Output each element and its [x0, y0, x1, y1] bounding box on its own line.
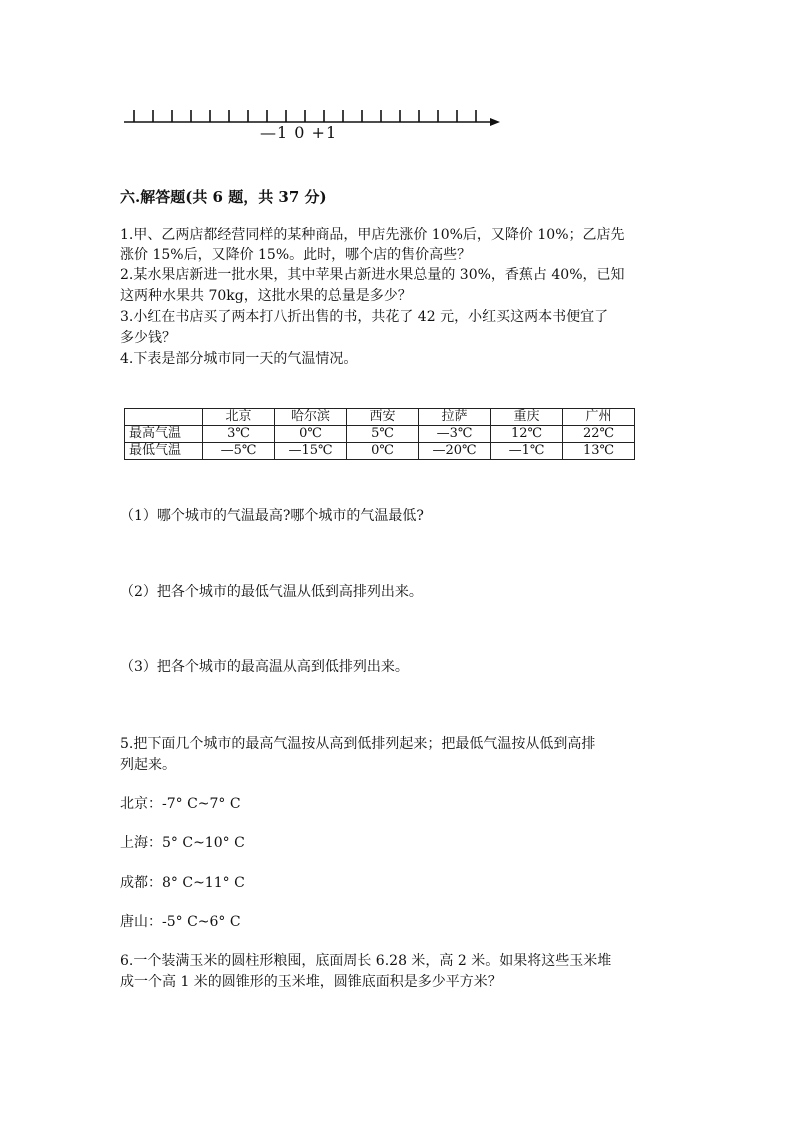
number-line-arrow [490, 118, 500, 126]
table-header-cell: 北京 [203, 409, 275, 426]
q5-city-shanghai: 上海：5° C~10° C [120, 835, 245, 851]
temperature-table [124, 408, 635, 460]
q4-subquestion-2: （2）把各个城市的最低气温从低到高排列出来。 [120, 584, 423, 600]
section-title: 六.解答题(共 6 题，共 37 分) [120, 188, 327, 206]
table-header-cell: 广州 [563, 409, 635, 426]
table-cell: 12℃ [491, 426, 563, 443]
q4-subquestion-1: （1）哪个城市的气温最高?哪个城市的气温最低? [120, 508, 424, 524]
table-cell: 0℃ [347, 443, 419, 460]
table-header-cell: 哈尔滨 [275, 409, 347, 426]
table-cell: 最低气温 [125, 443, 203, 460]
q5-city-tangshan: 唐山：-5° C~6° C [120, 914, 241, 930]
q4-intro: 4.下表是部分城市同一天的气温情况。 [120, 351, 358, 367]
q5-line-2: 列起来。 [120, 757, 176, 773]
table-cell: —1℃ [491, 443, 563, 460]
number-line-ticks [134, 110, 476, 122]
table-cell: 0℃ [275, 426, 347, 443]
table-cell: —3℃ [419, 426, 491, 443]
table-cell: —15℃ [275, 443, 347, 460]
table-cell: 13℃ [563, 443, 635, 460]
table-header-cell: 西安 [347, 409, 419, 426]
q2-line-2: 这两种水果共 70kg，这批水果的总量是多少？ [120, 288, 412, 304]
q6-line-2: 成一个高 1 米的圆锥形的玉米堆，圆锥底面积是多少平方米？ [120, 974, 502, 990]
table-cell: 3℃ [203, 426, 275, 443]
table-cell: 最高气温 [125, 426, 203, 443]
table-row [125, 443, 635, 460]
table-cell: —5℃ [203, 443, 275, 460]
table-row [125, 426, 635, 443]
table-header-cell [125, 409, 203, 426]
q4-subquestion-3: （3）把各个城市的最高温从高到低排列出来。 [120, 659, 409, 675]
q3-line-1: 3.小红在书店买了两本打八折出售的书，共花了 42 元，小红买这两本书便宜了 [120, 309, 609, 325]
q1-line-2: 涨价 15%后，又降价 15%。此时，哪个店的售价高些？ [120, 247, 472, 263]
q5-line-1: 5.把下面几个城市的最高气温按从高到低排列起来；把最低气温按从低到高排 [120, 736, 596, 752]
q6-line-1: 6.一个装满玉米的圆柱形粮囤，底面周长 6.28 米，高 2 米。如果将这些玉米堆 [120, 953, 612, 969]
q5-city-beijing: 北京：-7° C~7° C [120, 796, 241, 812]
q5-city-chengdu: 成都：8° C~11° C [120, 875, 245, 891]
q2-line-1: 2.某水果店新进一批水果，其中苹果占新进水果总量的 30%，香蕉占 40%，已知 [120, 267, 625, 283]
table-header-cell: 重庆 [491, 409, 563, 426]
q1-line-1: 1.甲、乙两店都经营同样的某种商品，甲店先涨价 10%后，又降价 10%；乙店先 [120, 227, 625, 243]
table-header-cell: 拉萨 [419, 409, 491, 426]
table-cell: 22℃ [563, 426, 635, 443]
table-cell: —20℃ [419, 443, 491, 460]
table-cell: 5℃ [347, 426, 419, 443]
q3-line-2: 多少钱？ [120, 330, 176, 346]
number-line-label: —1 0 +1 [260, 123, 338, 142]
table-header-row [125, 409, 635, 426]
